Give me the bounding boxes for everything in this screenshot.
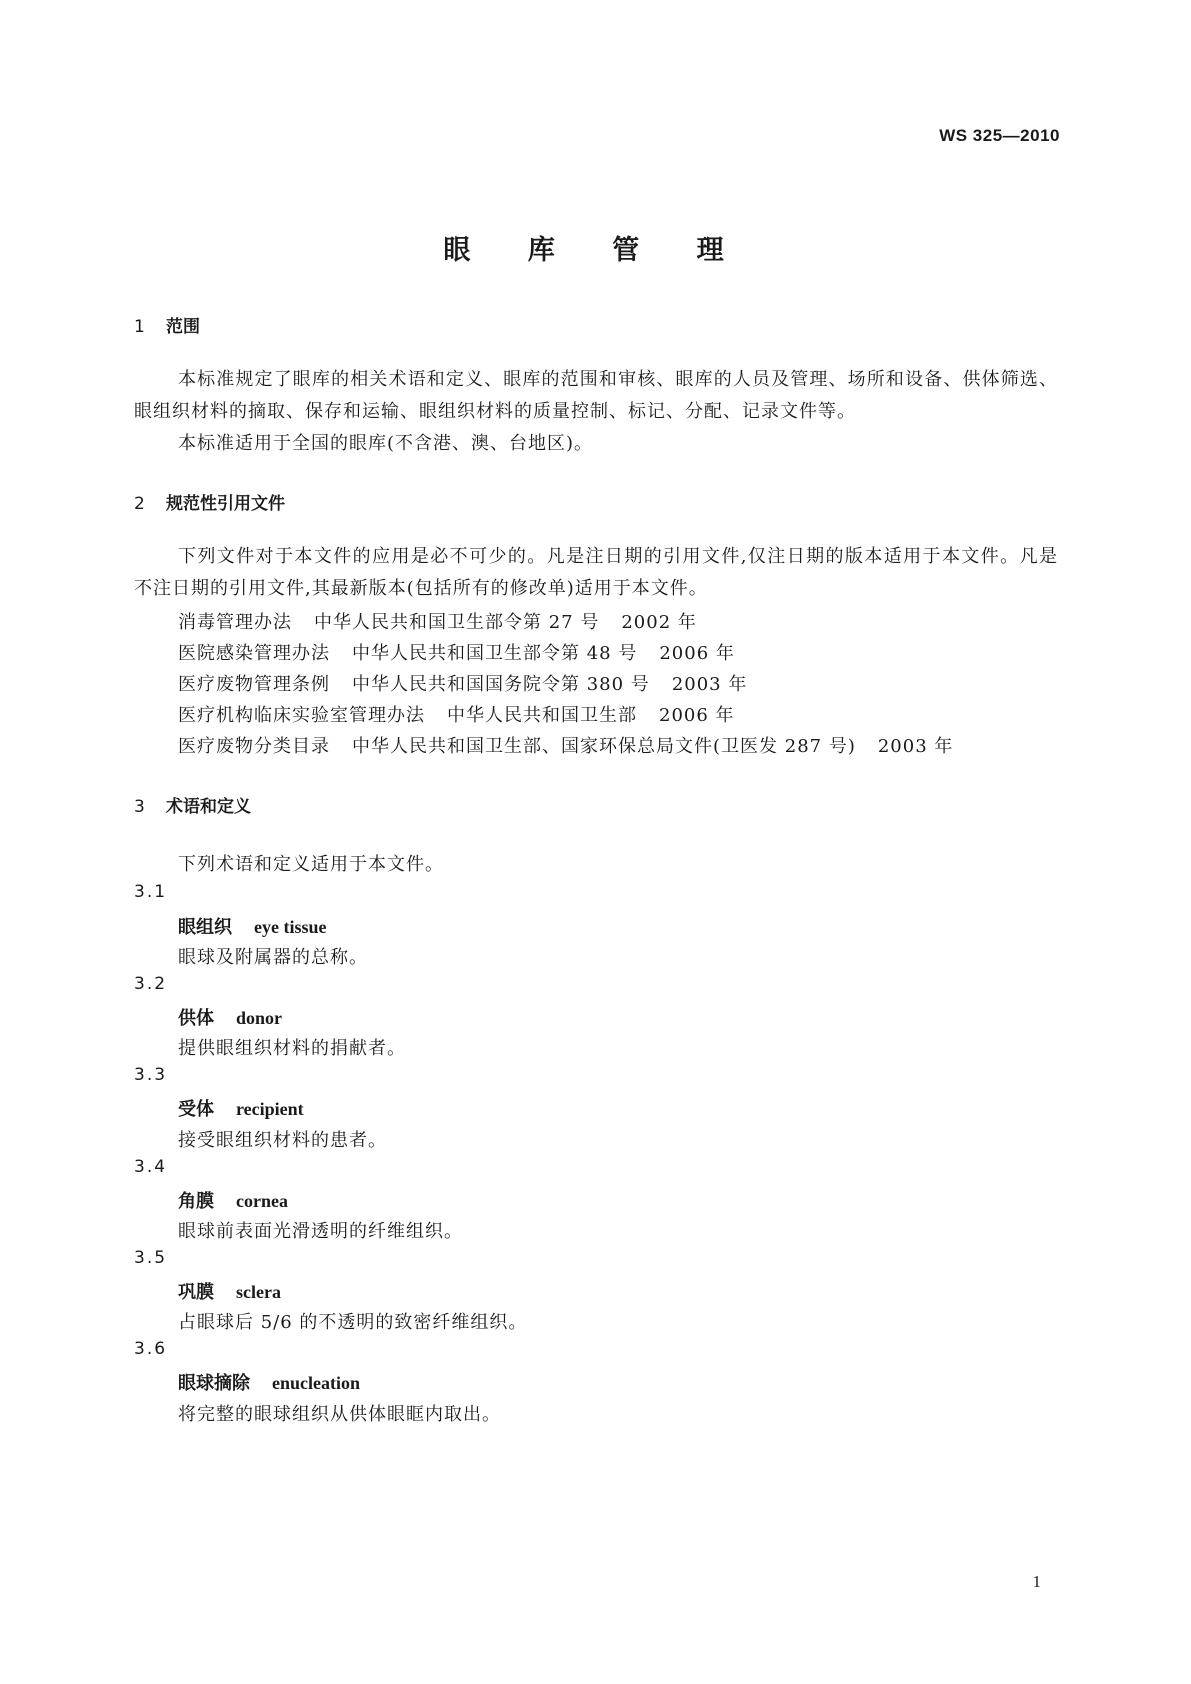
reference-year: 2006 年 [659,643,735,664]
term-en: donor [236,1008,283,1028]
term-entry [178,1369,360,1395]
reference-item [178,639,735,665]
term-zh: 角膜 [178,1191,214,1212]
term-entry [178,1278,281,1304]
term-definition: 眼球及附属器的总称。 [178,947,368,968]
reference-year: 2003 年 [877,736,954,757]
term-entry [178,913,326,939]
paragraph: 本标准适用于全国的眼库(不含港、澳、台地区)。 [178,433,594,454]
term-definition: 眼球前表面光滑透明的纤维组织。 [178,1221,463,1242]
reference-issuer: 中华人民共和国国务院令第 380 号 [352,674,650,695]
term-definition: 提供眼组织材料的捐献者。 [178,1038,406,1059]
term-zh: 眼组织 [178,917,232,938]
clause-number: 3.4 [134,1157,168,1177]
section-intro: 下列术语和定义适用于本文件。 [178,854,444,875]
term-zh: 眼球摘除 [178,1373,250,1394]
reference-name: 医疗机构临床实验室管理办法 [178,705,425,726]
reference-item [178,608,697,634]
clause-number: 3.2 [134,974,168,994]
paragraph: 下列文件对于本文件的应用是必不可少的。凡是注日期的引用文件,仅注日期的版本适用于本文件。凡是不注日期的引用文件,其最新版本(包括所有的修改单)适用于本文件。 [134,546,1058,599]
section-title: 术语和定义 [166,797,251,817]
section-title: 规范性引用文件 [166,494,285,514]
term-zh: 供体 [178,1008,214,1029]
reference-name: 医疗废物管理条例 [178,674,330,695]
section-title: 范围 [166,317,200,337]
reference-item [178,670,747,696]
reference-year: 2006 年 [659,705,735,726]
term-definition: 占眼球后 5/6 的不透明的致密纤维组织。 [178,1312,528,1333]
reference-year: 2003 年 [671,674,748,695]
term-definition: 接受眼组织材料的患者。 [178,1130,387,1151]
reference-name: 医院感染管理办法 [178,643,330,664]
clause-number: 3.6 [134,1339,168,1359]
section-heading-terms-and-definitions [134,792,251,817]
clause-number: 3.3 [134,1065,168,1085]
reference-issuer: 中华人民共和国卫生部、国家环保总局文件(卫医发 287 号) [352,736,856,757]
term-en: recipient [236,1099,304,1119]
clause-number: 3.5 [134,1248,168,1268]
reference-issuer: 中华人民共和国卫生部令第 48 号 [352,643,638,664]
reference-item [178,701,735,727]
page-number: 1 [1032,1572,1041,1591]
reference-issuer: 中华人民共和国卫生部 [447,705,637,726]
term-zh: 巩膜 [178,1282,214,1303]
document-title: 眼 库 管 理 [443,235,748,266]
section-number: 2 [134,494,145,514]
term-entry [178,1095,304,1121]
term-entry [178,1187,288,1213]
term-en: eye tissue [254,917,327,937]
section-heading-normative-references [134,489,285,514]
section-number: 3 [134,797,145,817]
reference-name: 消毒管理办法 [178,612,292,633]
section-heading-scope [134,312,200,337]
term-en: sclera [236,1282,281,1302]
term-en: enucleation [272,1373,360,1393]
reference-item [178,732,953,758]
section-number: 1 [134,317,145,337]
reference-name: 医疗废物分类目录 [178,736,330,757]
clause-number: 3.1 [134,882,168,902]
standard-code: WS 325—2010 [939,126,1060,145]
term-definition: 将完整的眼球组织从供体眼眶内取出。 [178,1404,501,1425]
reference-issuer: 中华人民共和国卫生部令第 27 号 [314,612,600,633]
term-entry [178,1004,282,1030]
term-zh: 受体 [178,1099,214,1120]
term-en: cornea [236,1191,288,1211]
reference-year: 2002 年 [621,612,697,633]
paragraph: 本标准规定了眼库的相关术语和定义、眼库的范围和审核、眼库的人员及管理、场所和设备、供体筛选、眼组织材料的摘取、保存和运输、眼组织材料的质量控制、标记、分配、记录文件等。 [134,369,1058,422]
